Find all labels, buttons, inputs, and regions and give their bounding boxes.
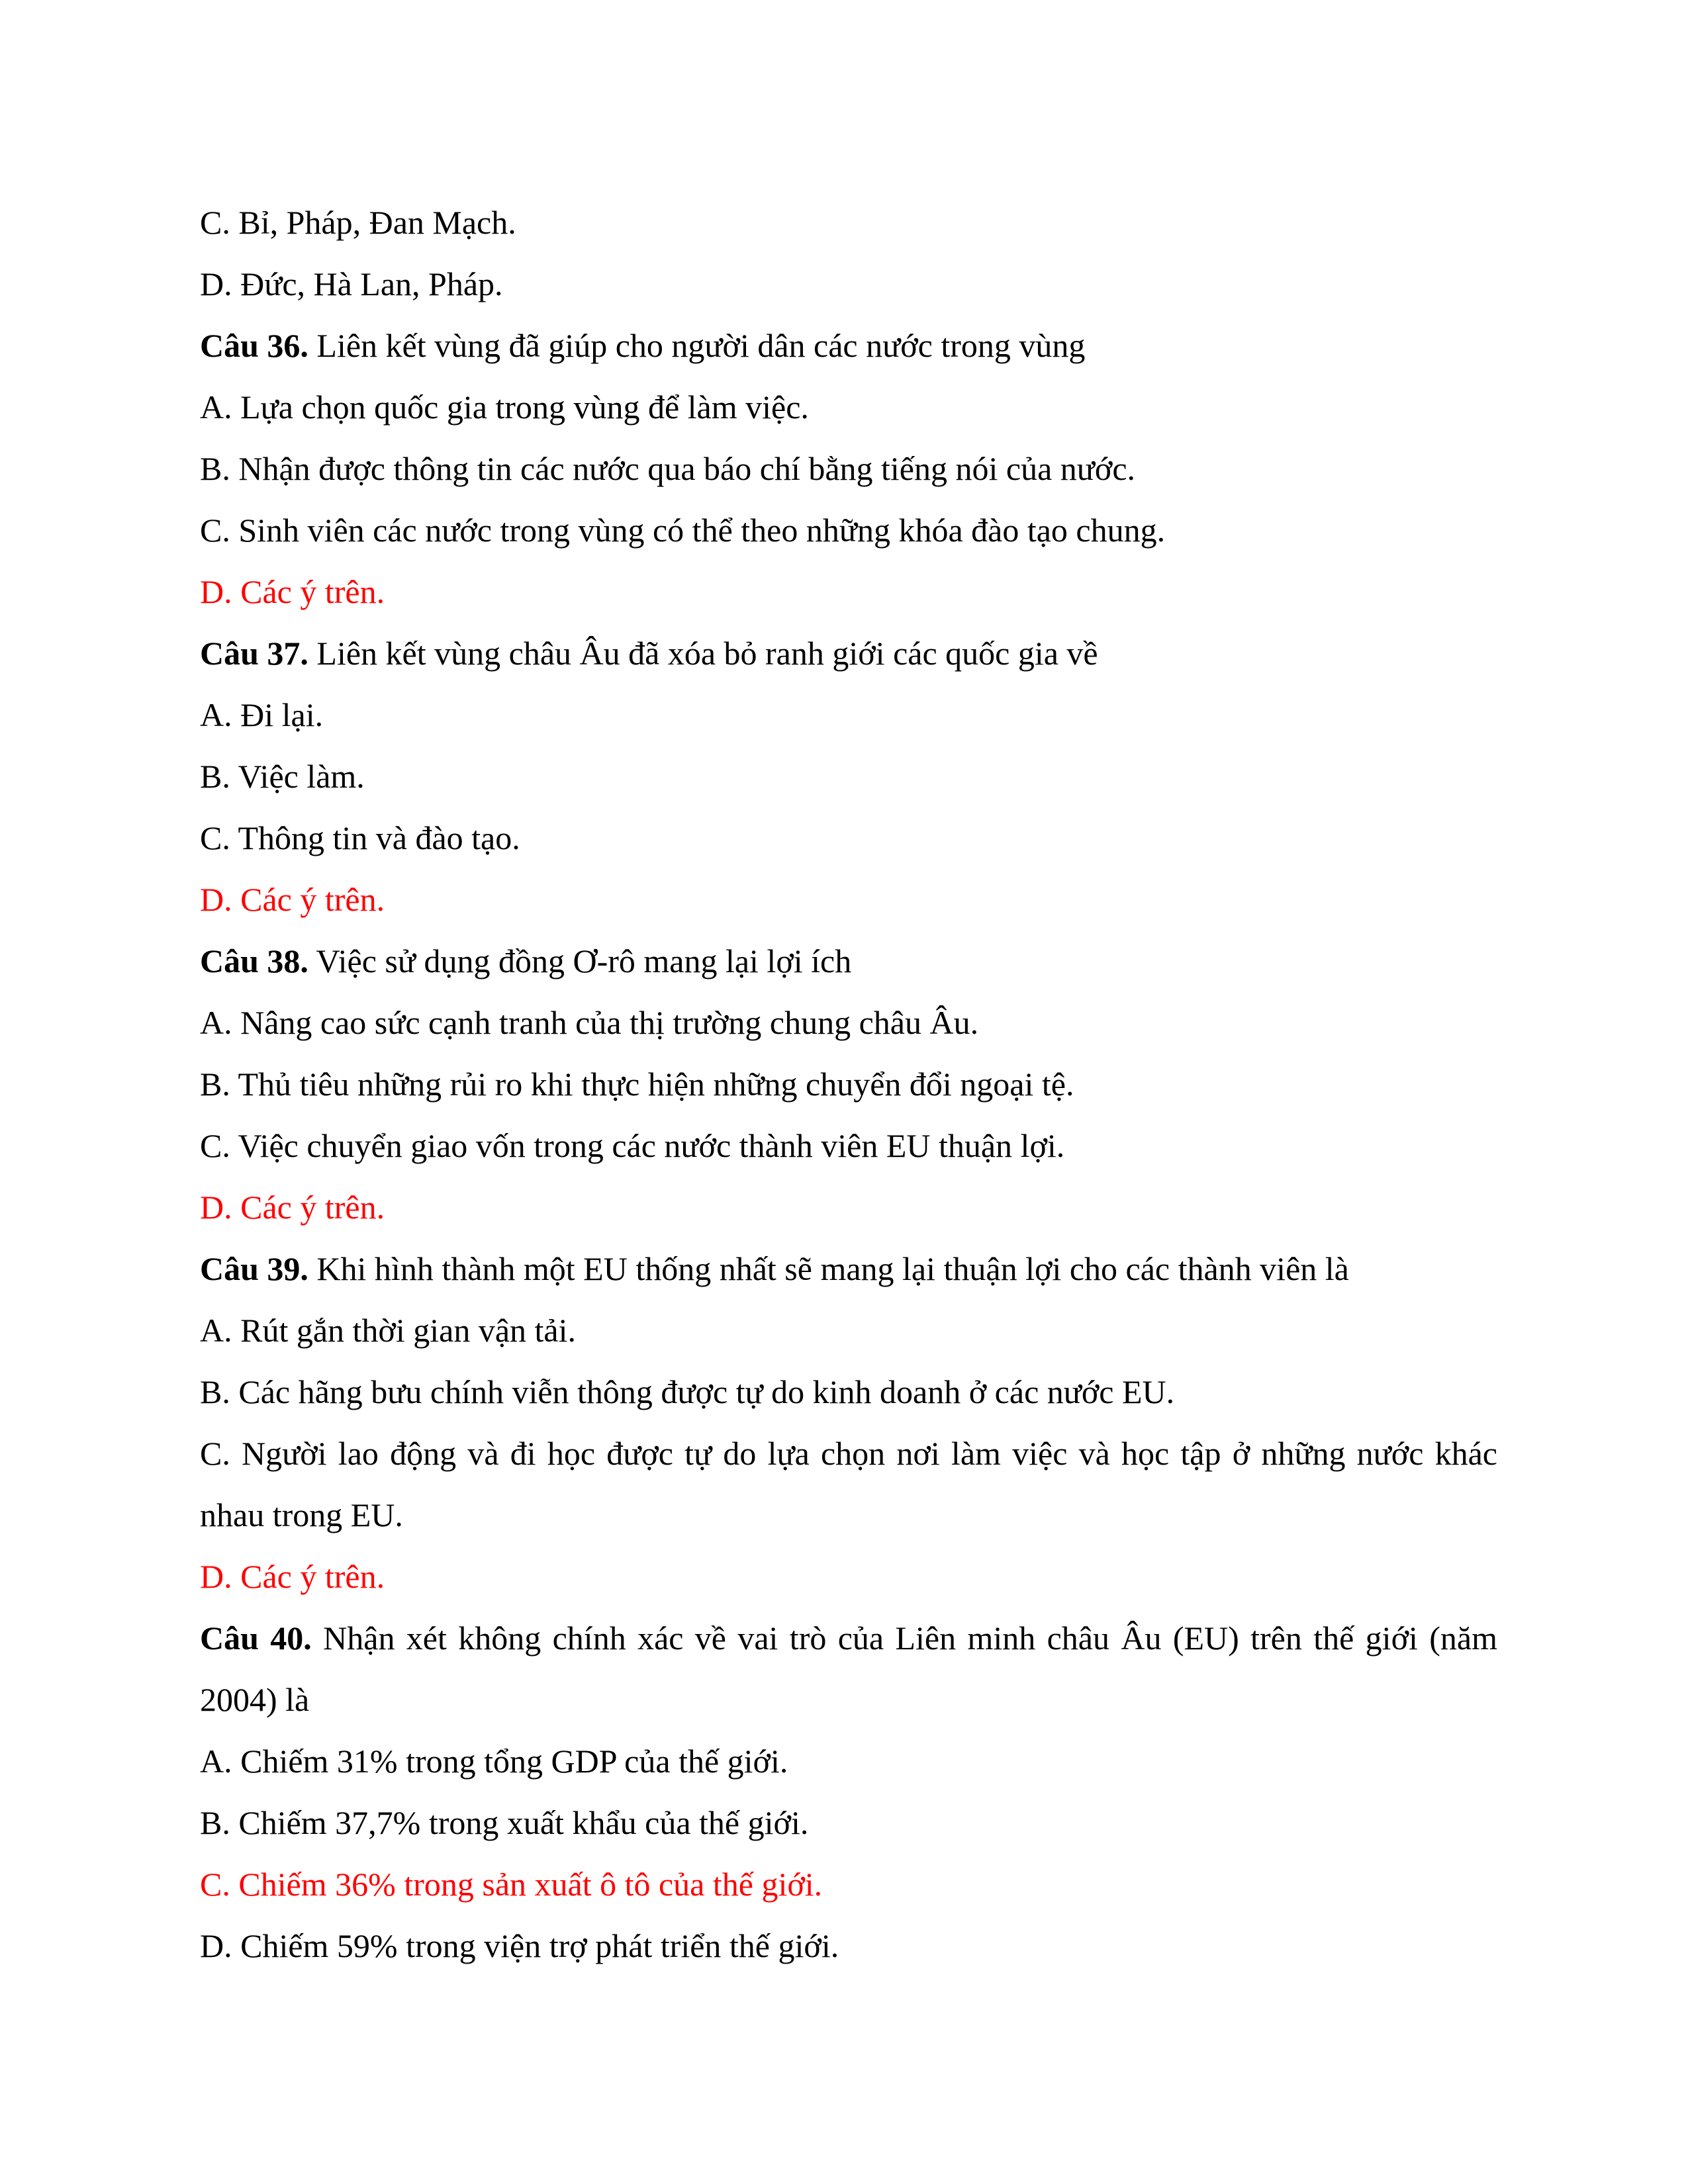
question-stem: Khi hình thành một EU thống nhất sẽ mang lại thuận lợi cho các thành viên là xyxy=(308,1250,1349,1287)
correct-answer-option: D. Các ý trên. xyxy=(200,1558,385,1595)
correct-answer-option: D. Các ý trên. xyxy=(200,573,385,610)
correct-answer-option: D. Các ý trên. xyxy=(200,1189,385,1226)
answer-option: D. Chiếm 59% trong viện trợ phát triển thế giới. xyxy=(200,1927,839,1964)
answer-option: A. Đi lại. xyxy=(200,696,324,733)
answer-option: D. Đức, Hà Lan, Pháp. xyxy=(200,265,503,302)
answer-option: C. Người lao động và đi học được tự do lựa chọn nơi làm việc và học tập ở những nước khác nhau trong EU. xyxy=(200,1435,1497,1533)
question-stem: Liên kết vùng châu Âu đã xóa bỏ ranh giới các quốc gia về xyxy=(308,635,1098,672)
question-stem: Liên kết vùng đã giúp cho người dân các nước trong vùng xyxy=(308,327,1086,364)
question-stem: Việc sử dụng đồng Ơ-rô mang lại lợi ích xyxy=(308,942,852,979)
question-number: Câu 40. xyxy=(200,1619,312,1657)
answer-option: C. Bỉ, Pháp, Đan Mạch. xyxy=(200,204,516,241)
question-number: Câu 38. xyxy=(200,942,308,979)
answer-option: B. Thủ tiêu những rủi ro khi thực hiện những chuyển đổi ngoại tệ. xyxy=(200,1066,1074,1103)
answer-option: A. Lựa chọn quốc gia trong vùng để làm việc. xyxy=(200,388,809,426)
answer-option: C. Việc chuyển giao vốn trong các nước thành viên EU thuận lợi. xyxy=(200,1127,1065,1164)
correct-answer-option: D. Các ý trên. xyxy=(200,881,385,918)
answer-option: A. Nâng cao sức cạnh tranh của thị trường chung châu Âu. xyxy=(200,1004,979,1041)
answer-option: A. Rút gắn thời gian vận tải. xyxy=(200,1312,577,1349)
answer-option: B. Việc làm. xyxy=(200,758,365,795)
correct-answer-option: C. Chiếm 36% trong sản xuất ô tô của thế giới. xyxy=(200,1866,823,1903)
answer-option: B. Chiếm 37,7% trong xuất khẩu của thế giới. xyxy=(200,1804,809,1841)
question-40 xyxy=(200,1608,1497,1731)
answer-option: A. Chiếm 31% trong tổng GDP của thế giới. xyxy=(200,1743,788,1780)
answer-option: B. Nhận được thông tin các nước qua báo chí bằng tiếng nói của nước. xyxy=(200,450,1136,487)
question-39 xyxy=(200,1238,1497,1300)
question-37 xyxy=(200,623,1497,684)
question-number: Câu 36. xyxy=(200,327,308,364)
answer-option: B. Các hãng bưu chính viễn thông được tự do kinh doanh ở các nước EU. xyxy=(200,1373,1175,1410)
question-number: Câu 37. xyxy=(200,635,308,672)
question-36 xyxy=(200,315,1497,377)
document-page xyxy=(200,192,1497,1977)
answer-option: C. Thông tin và đào tạo. xyxy=(200,819,520,856)
answer-option: C. Sinh viên các nước trong vùng có thể theo những khóa đào tạo chung. xyxy=(200,512,1166,549)
question-stem: Nhận xét không chính xác về vai trò của Liên minh châu Âu (EU) trên thế giới (năm 2004) là xyxy=(200,1619,1497,1718)
question-number: Câu 39. xyxy=(200,1250,308,1287)
question-38 xyxy=(200,931,1497,992)
